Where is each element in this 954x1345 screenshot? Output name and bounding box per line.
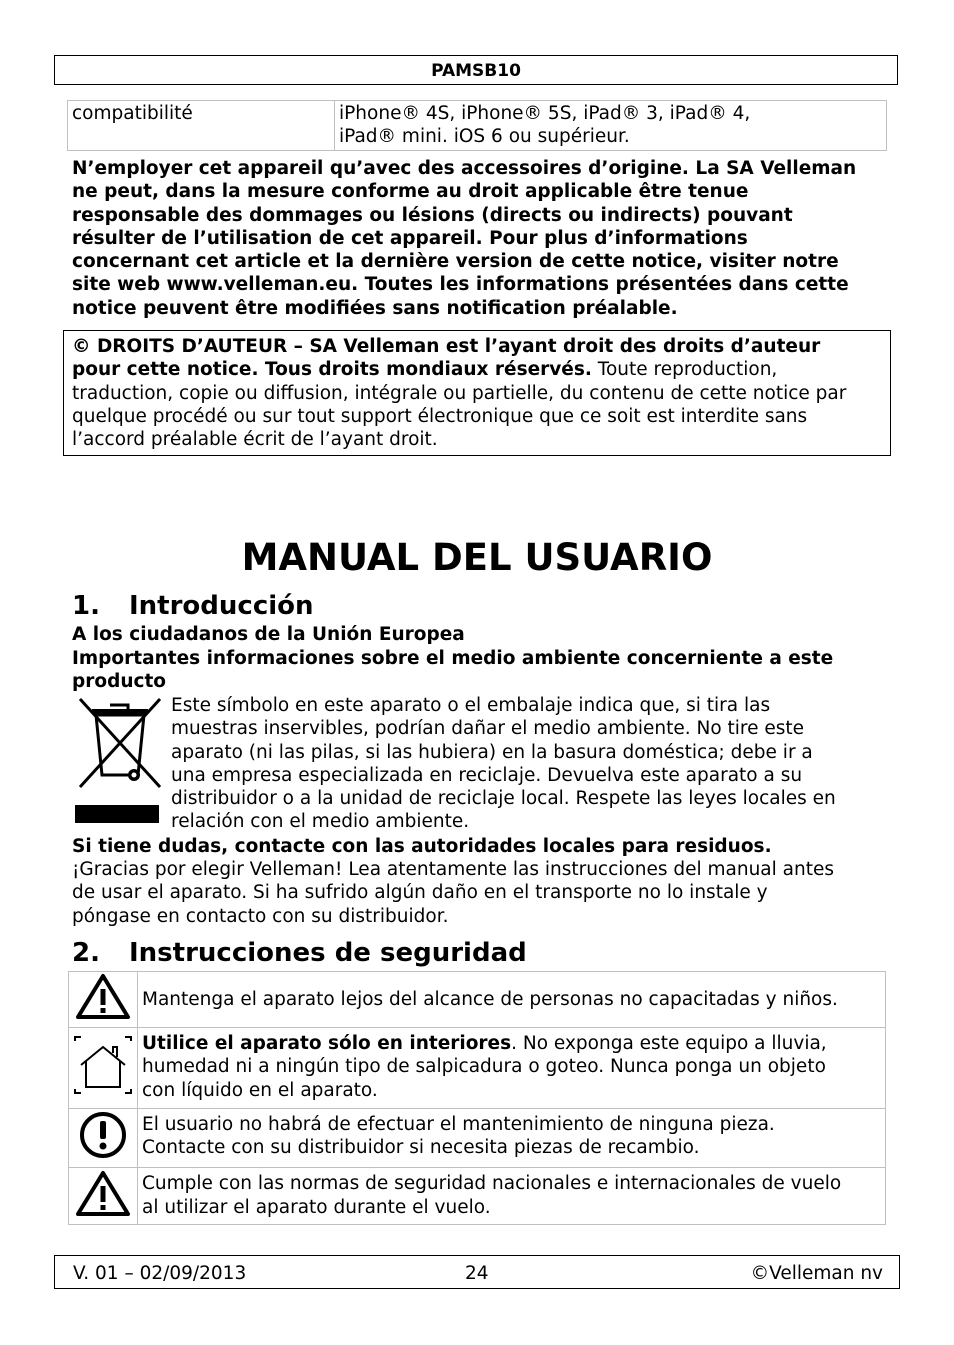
copyright-text: Toute reproduction, — [591, 359, 778, 381]
notice-line: responsable des dommages ou lésions (directs ou indirects) pouvant — [72, 204, 793, 226]
table-row — [69, 1028, 886, 1109]
notice-line: concernant cet article et la dernière version de cette notice, visiter notre — [72, 251, 839, 273]
warning-triangle-icon — [69, 1168, 138, 1225]
table-row — [69, 1109, 886, 1168]
safety-text — [138, 1109, 886, 1168]
table-row — [69, 972, 886, 1028]
copyright-line — [72, 335, 882, 358]
notice-line: résulter de l’utilisation de cet appareil. Pour plus d’informations — [72, 227, 748, 249]
environment-heading — [72, 647, 892, 694]
copyright-line: traduction, copie ou diffusion, intégrale ou partielle, du contenu de cette notice par — [72, 382, 847, 404]
section-number: 1. — [72, 591, 100, 621]
footer-copyright: ©Velleman nv — [750, 1263, 883, 1284]
notice-line: ne peut, dans la mesure conforme au droit applicable être tenue — [72, 181, 749, 203]
table-row — [68, 101, 887, 151]
weee-text-line: Este símbolo en este aparato o el embalaje indica que, si tira las — [171, 695, 771, 716]
exclamation-circle-icon — [69, 1109, 138, 1168]
warning-triangle-icon — [69, 972, 138, 1028]
table-row — [69, 1168, 886, 1225]
safety-line — [142, 1032, 881, 1055]
compatibility-table — [67, 100, 887, 151]
weee-text-line: una empresa especializada en reciclaje. Devuelva este aparato a su — [171, 764, 803, 786]
notice-line: N’employer cet appareil qu’avec des accessoires d’origine. La SA Velleman — [72, 158, 857, 179]
weee-text — [171, 694, 891, 834]
compat-value-line: iPad® mini. iOS 6 ou supérieur. — [339, 126, 630, 148]
eu-citizens-heading: A los ciudadanos de la Unión Europea — [72, 624, 465, 645]
environment-heading-line: producto — [72, 671, 167, 693]
section-title: Instrucciones de seguridad — [129, 938, 527, 968]
manual-title: MANUAL DEL USUARIO — [241, 536, 713, 579]
copyright-bold: pour cette notice. Tous droits mondiaux réservés. — [72, 359, 592, 381]
indoor-house-icon — [69, 1028, 138, 1109]
environment-heading-line: Importantes informaciones sobre el medio ambiente concerniente a este — [72, 648, 834, 669]
thanks-line: de usar el aparato. Si ha sufrido algún daño en el transporte no lo instale y — [72, 882, 768, 904]
copyright-box — [63, 330, 891, 456]
footer-version: V. 01 – 02/09/2013 — [73, 1263, 247, 1284]
weee-text-line: aparato (ni las pilas, si las hubiera) en la basura doméstica; debe ir a — [171, 741, 813, 763]
doubt-notice: Si tiene dudas, contacte con las autoridades locales para residuos. — [72, 836, 772, 857]
footer-page-number: 24 — [465, 1263, 489, 1284]
page-header-model: PAMSB10 — [54, 55, 898, 85]
copyright-line — [72, 358, 882, 381]
weee-text-line: relación con el medio ambiente. — [171, 811, 470, 833]
weee-text-line: distribuidor o a la unidad de reciclaje local. Respete las leyes locales en — [171, 788, 836, 810]
copyright-line: l’accord préalable écrit de l’ayant droit. — [72, 429, 438, 451]
page-footer — [54, 1255, 900, 1289]
safety-text — [138, 972, 886, 1028]
safety-table — [68, 971, 886, 1225]
copyright-bold: © DROITS D’AUTEUR – SA Velleman est l’ayant droit des droits d’auteur — [72, 336, 821, 357]
safety-text — [138, 1028, 886, 1109]
compat-label: compatibilité — [68, 101, 335, 151]
notice-line: notice peuvent être modifiées sans notification préalable. — [72, 297, 678, 319]
thanks-paragraph — [72, 858, 892, 928]
notice-paragraph — [72, 157, 890, 320]
thanks-line: póngase en contacto con su distribuidor. — [72, 905, 449, 927]
section-title: Introducción — [129, 591, 314, 621]
notice-line: site web www.velleman.eu. Toutes les informations présentées dans cette — [72, 274, 849, 296]
crossed-out-wheelie-bin-icon — [72, 693, 166, 829]
safety-line: con líquido en el aparato. — [142, 1079, 378, 1101]
section-heading-safety — [72, 937, 527, 969]
safety-text — [138, 1168, 886, 1225]
compat-value-line: iPhone® 4S, iPhone® 5S, iPad® 3, iPad® 4, — [339, 103, 751, 124]
section-heading-intro — [72, 590, 314, 622]
section-number: 2. — [72, 938, 100, 968]
weee-text-line: muestras inservibles, podrían dañar el medio ambiente. No tire este — [171, 718, 805, 740]
safety-line: Cumple con las normas de seguridad nacionales e internacionales de vuelo — [142, 1173, 842, 1195]
safety-line: Contacte con su distribuidor si necesita piezas de recambio. — [142, 1137, 700, 1159]
safety-bold: Utilice el aparato sólo en interiores — [142, 1033, 512, 1054]
thanks-line: ¡Gracias por elegir Velleman! Lea atentamente las instrucciones del manual antes — [72, 859, 834, 880]
safety-text-rest: . No exponga este equipo a lluvia, — [511, 1033, 827, 1054]
safety-line: humedad ni a ningún tipo de salpicadura o goteo. Nunca ponga un objeto — [142, 1056, 826, 1078]
safety-line: El usuario no habrá de efectuar el mantenimiento de ninguna pieza. — [142, 1114, 775, 1135]
safety-line: al utilizar el aparato durante el vuelo. — [142, 1196, 491, 1218]
copyright-line: quelque procédé ou sur tout support électronique que ce soit est interdite sans — [72, 405, 808, 427]
compat-value — [335, 101, 887, 151]
safety-line: Mantenga el aparato lejos del alcance de personas no capacitadas y niños. — [142, 988, 838, 1010]
